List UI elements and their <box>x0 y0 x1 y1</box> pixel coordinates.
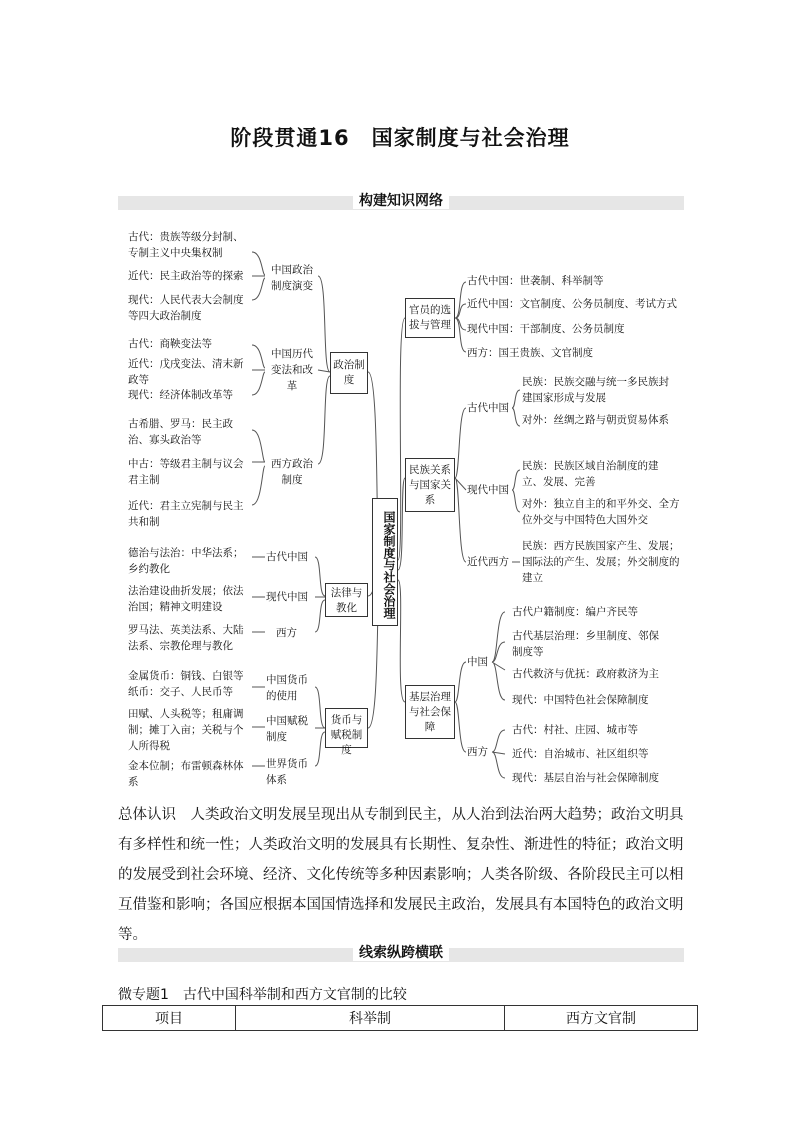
leaf: 古代救济与优抚：政府救济为主 <box>512 668 659 680</box>
summary-paragraph <box>118 800 688 950</box>
node-ethnic-ancient: 古代中国 <box>467 402 509 414</box>
leaf: 古代中国：世袭制、科举制等 <box>467 275 604 287</box>
leaf: 现代中国：干部制度、公务员制度 <box>467 323 625 335</box>
table-header-cell: 项目 <box>103 1006 236 1031</box>
node-china-political: 中国政治制度演变 <box>271 264 313 292</box>
leaf: 西方：国王贵族、文官制度 <box>467 347 593 359</box>
leaf: 古希腊、罗马：民主政治、寡头政治等 <box>128 418 233 446</box>
node-money-world: 世界货币体系 <box>266 758 308 786</box>
node-politics: 政治制度 <box>330 352 368 394</box>
node-welfare-china: 中国 <box>467 656 488 668</box>
leaf: 近代：民主政治等的探索 <box>128 270 244 282</box>
node-ethnic-modern: 现代中国 <box>467 484 509 496</box>
table-header-cell: 科举制 <box>236 1006 505 1031</box>
node-ethnic-west: 近代西方 <box>467 556 509 568</box>
leaf: 古代：贵族等级分封制、专制主义中央集权制 <box>128 231 244 259</box>
leaf: 中古：等级君主制与议会君主制 <box>128 458 244 486</box>
node-money-currency: 中国货币的使用 <box>266 674 308 702</box>
leaf: 现代：基层自治与社会保障制度 <box>512 772 659 784</box>
center-node: 国家制度与社会治理 <box>372 498 398 626</box>
node-law-ancient: 古代中国 <box>266 551 308 563</box>
leaf: 古代：商鞅变法等 <box>128 338 212 350</box>
leaf: 民族：民族交融与统一多民族封建国家形成与发展 <box>522 376 669 404</box>
leaf: 金本位制；布雷顿森林体系 <box>128 760 244 788</box>
summary-label: 总体认识 <box>118 807 176 823</box>
node-law-modern: 现代中国 <box>266 591 308 603</box>
node-money: 货币与赋税制度 <box>325 708 368 748</box>
leaf: 对外：独立自主的和平外交、全方位外交与中国特色大国外交 <box>522 498 680 526</box>
node-money-tax: 中国赋税制度 <box>266 715 308 743</box>
leaf: 罗马法、英美法系、大陆法系、宗教伦理与教化 <box>128 624 244 652</box>
section-heading: 线索纵跨横联 <box>353 945 449 961</box>
leaf: 现代：人民代表大会制度等四大政治制度 <box>128 294 244 322</box>
summary-text: 人类政治文明发展呈现出从专制到民主，从人治到法治两大趋势；政治文明具有多样性和统一性；人类政治文明的发展具有长期性、复杂性、渐进性的特征；政治文明的发展受到社会环境、经济、文化传统等多种因素影响；人类各阶级、各阶段民主可以相互借鉴和影响；各国应根据本国国情选择和发展民主政治，发展具有本国特色的政治文明等。 <box>118 807 684 943</box>
table-header-cell: 西方文官制 <box>505 1006 698 1031</box>
node-china-reform: 中国历代变法和改革 <box>271 348 313 392</box>
leaf: 法治建设曲折发展；依法治国；精神文明建设 <box>128 585 244 613</box>
section-heading: 构建知识网络 <box>353 193 449 209</box>
leaf: 田赋、人头税等；租庸调制；摊丁入亩；关税与个人所得税 <box>128 708 244 752</box>
leaf: 对外：丝绸之路与朝贡贸易体系 <box>522 414 669 426</box>
node-law: 法律与教化 <box>325 583 368 617</box>
page-title: 阶段贯通16 国家制度与社会治理 <box>230 126 570 150</box>
leaf: 古代：村社、庄园、城市等 <box>512 724 638 736</box>
comparison-table <box>102 1005 698 1031</box>
leaf: 近代中国：文官制度、公务员制度、考试方式 <box>467 298 677 310</box>
leaf: 古代户籍制度：编户齐民等 <box>512 606 638 618</box>
leaf: 民族：西方民族国家产生、发展；国际法的产生、发展；外交制度的建立 <box>522 540 680 584</box>
node-welfare-west: 西方 <box>467 746 488 758</box>
node-welfare: 基层治理与社会保障 <box>405 685 455 739</box>
leaf: 德治与法治：中华法系；乡约教化 <box>128 547 244 575</box>
leaf: 近代：戊戌变法、清末新政等 <box>128 358 244 386</box>
leaf: 古代基层治理：乡里制度、邻保制度等 <box>512 630 659 658</box>
node-ethnic: 民族关系与国家关系 <box>405 458 455 512</box>
node-west-political: 西方政治制度 <box>271 458 313 486</box>
leaf: 金属货币：铜钱、白银等纸币：交子、人民币等 <box>128 670 244 698</box>
node-law-west: 西方 <box>276 627 297 639</box>
leaf: 民族：民族区域自治制度的建立、发展、完善 <box>522 460 659 488</box>
leaf: 现代：中国特色社会保障制度 <box>512 694 649 706</box>
subtopic-heading: 微专题1 古代中国科举制和西方文官制的比较 <box>118 987 407 1003</box>
leaf: 近代：自治城市、社区组织等 <box>512 748 649 760</box>
table-header-row <box>103 1006 698 1031</box>
leaf: 现代：经济体制改革等 <box>128 389 233 401</box>
section-band-clues <box>118 945 684 962</box>
node-officials: 官员的选拔与管理 <box>405 298 455 338</box>
leaf: 近代：君主立宪制与民主共和制 <box>128 500 244 528</box>
